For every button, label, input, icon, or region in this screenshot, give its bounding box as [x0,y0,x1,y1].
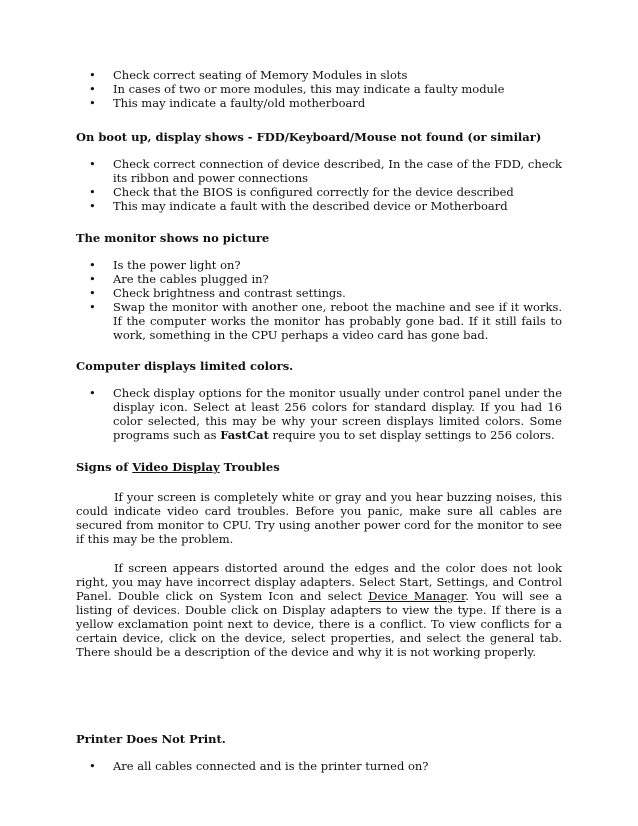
list-item: • Is the power light on? [89,258,241,272]
bullet-icon: • [89,82,96,96]
monitor-bullet-list [76,258,562,342]
list-item: • This may indicate a faulty/old motherboard [89,96,366,110]
bullet-icon: • [89,759,96,773]
bullet-icon: • [89,286,96,300]
list-item: • This may indicate a fault with the described device or Motherboard [89,199,508,213]
boot-bullet-list [76,157,562,213]
document-page [76,68,562,773]
bullet-icon: • [89,386,96,400]
bullet-icon: • [89,258,96,272]
heading-video-display: Signs of Video Display Troubles [76,460,280,474]
list-item: • Swap the monitor with another one, reboot the machine and see if it works. If the computer works the monitor has probably gone bad. If it still fails to work, something in the CPU perhaps a video card has gone bad. [89,300,562,342]
heading-limited-colors: Computer displays limited colors. [76,359,294,373]
bullet-icon: • [89,199,96,213]
list-item: • Check display options for the monitor usually under control panel under the display icon. Select at least 256 colors for standard display. If you had 16 color selected, this may be why your screen displays limited colors. Some programs such as FastCat require you to set display settings to 256 colors. [89,386,562,442]
colors-bullet-list [76,386,562,442]
bullet-icon: • [89,300,96,314]
heading-no-picture: The monitor shows no picture [76,231,270,245]
list-item: • Are the cables plugged in? [89,272,269,286]
list-item: • In cases of two or more modules, this may indicate a faulty module [89,82,505,96]
list-item: • Check brightness and contrast settings. [89,286,346,300]
video-display-link[interactable]: Video Display [132,460,220,474]
list-item: • Check correct seating of Memory Modules in slots [89,68,408,82]
paragraph-display-adapters: If screen appears distorted around the edges and the color does not look right, you may have incorrect display adapters. Select Start, Settings, and Control Panel. Double click on System Icon and select Device Manager. You will see a listing of devices. Double click on Display adapters to view the type. If there is a yellow exclamation point next to device, there is a conflict. To view conflicts for a certain device, click on the device, select properties, and select the general tab. There should be a description of the device and why it is not working properly. [76,561,562,659]
list-item: • Check correct connection of device described, In the case of the FDD, check its ribbon and power connections [89,157,562,185]
memory-bullet-list [76,68,562,110]
heading-boot-up: On boot up, display shows - FDD/Keyboard/Mouse not found (or similar) [76,130,542,144]
program-name: FastCat [220,428,269,442]
printer-bullet-list [76,759,562,773]
paragraph-video-card: If your screen is completely white or gray and you hear buzzing noises, this could indicate video card troubles. Before you panic, make sure all cables are secured from monitor to CPU. Try using another power cord for the monitor to see if this may be the problem. [76,490,562,546]
heading-printer: Printer Does Not Print. [76,732,226,746]
bullet-icon: • [89,68,96,82]
list-item: • Are all cables connected and is the printer turned on? [89,759,429,773]
list-item: • Check that the BIOS is configured correctly for the device described [89,185,514,199]
bullet-icon: • [89,96,96,110]
device-manager-link[interactable]: Device Manager [368,589,466,603]
bullet-icon: • [89,157,96,171]
bullet-icon: • [89,185,96,199]
bullet-icon: • [89,272,96,286]
